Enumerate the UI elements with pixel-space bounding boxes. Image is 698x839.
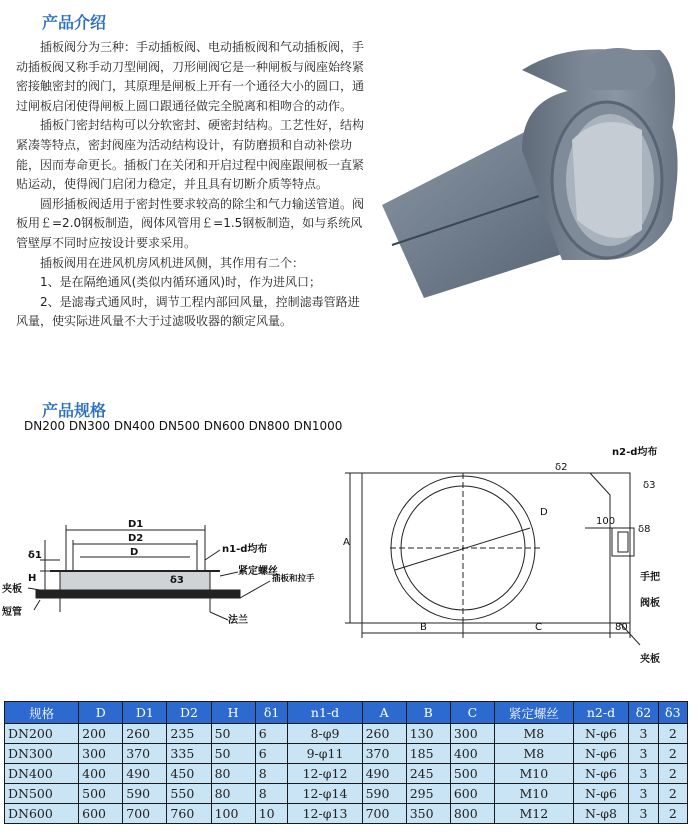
technical-drawing xyxy=(0,440,698,690)
table-header-cell: D xyxy=(79,702,123,724)
table-cell: 3 xyxy=(629,784,658,804)
label-80: 80 xyxy=(615,622,628,633)
size-list: DN200 DN300 DN400 DN500 DN600 DN800 DN1000 xyxy=(24,419,343,433)
table-header-cell: 规格 xyxy=(5,702,79,724)
label-d: D xyxy=(130,547,139,558)
label-d-circle: D xyxy=(540,507,548,518)
table-cell: DN600 xyxy=(5,804,79,824)
intro-paragraph: 圆形插板阀适用于密封性要求较高的除尘和气力输送管道。阀板用￡=2.0钢板制造，阀体风管用￡=1.5钢板制造，如与系统风管壁厚不同时应按设计要求采用。 xyxy=(16,196,365,250)
table-header-cell: B xyxy=(406,702,450,724)
table-cell: 295 xyxy=(406,784,450,804)
table-cell: 6 xyxy=(255,724,288,744)
label-100: 100 xyxy=(596,516,616,527)
label-n2d: n2-d均布 xyxy=(612,447,658,458)
intro-paragraph: 2、是滤毒式通风时，调节工程内部回风量，控制滤毒管路进风量，使实际进风量不大于过滤吸收器的额定风量。 xyxy=(16,294,360,329)
intro-paragraph: 插板阀分为三种：手动插板阀、电动插板阀和气动插板阀，手动插板阀又称手动刀型闸阀，刀形闸阀它是一种闸板与阀座始终紧密接触密封的阀门，其原理是闸板上开有一个通径大小的圆口，通过闸板启闭使得闸板上圆口跟通径做完全脱离和相吻合的动作。 xyxy=(16,40,365,113)
table-cell: 2 xyxy=(658,724,687,744)
table-cell: 50 xyxy=(211,724,255,744)
table-cell: 400 xyxy=(450,744,494,764)
table-cell: 350 xyxy=(406,804,450,824)
table-cell: 550 xyxy=(167,784,211,804)
table-header-cell: n1-d xyxy=(288,702,362,724)
label-jiaban2: 夹板 xyxy=(640,654,660,665)
table-cell: N-φ6 xyxy=(573,784,629,804)
label-delta8: δ8 xyxy=(638,524,651,535)
spec-heading: 产品规格 xyxy=(42,401,107,420)
label-b: B xyxy=(420,622,427,633)
table-cell: 700 xyxy=(362,804,406,824)
label-plate-handle: 插板和拉手 xyxy=(272,574,315,584)
table-cell: 3 xyxy=(629,804,658,824)
table-cell: 3 xyxy=(629,764,658,784)
label-duanguan: 短管 xyxy=(2,607,22,618)
table-header-cell: δ3 xyxy=(658,702,687,724)
table-cell: 600 xyxy=(450,784,494,804)
table-cell: 185 xyxy=(406,744,450,764)
label-delta1: δ1 xyxy=(28,550,42,561)
table-cell: 3 xyxy=(629,744,658,764)
intro-paragraph: 插板门密封结构可以分软密封、硬密封结构。工艺性好，结构紧凑等特点，密封阀座为活动结构设计，有防磨损和自动补偿功能，因而寿命更长。插板门在关闭和开启过程中阀座跟闸板一直紧贴运动，使得阀门启闭力稳定，并且具有切断介质等特点。 xyxy=(16,118,365,192)
table-row xyxy=(5,724,688,744)
table-cell: M8 xyxy=(494,724,573,744)
table-cell: 80 xyxy=(211,764,255,784)
table-header-cell: H xyxy=(211,702,255,724)
table-cell: 12-φ12 xyxy=(288,764,362,784)
label-shoubai: 手把 xyxy=(640,572,660,583)
table-cell: 500 xyxy=(450,764,494,784)
table-cell: DN400 xyxy=(5,764,79,784)
intro-paragraph: 1、是在隔绝通风(类似内循环通风)时，作为进风口； xyxy=(40,275,322,290)
table-cell: 200 xyxy=(79,724,123,744)
gate-valve-image xyxy=(372,30,698,305)
intro-paragraph: 插板阀用在进风机房风机进风侧，其作用有二个： xyxy=(40,255,305,270)
table-cell: M12 xyxy=(494,804,573,824)
table-cell: M10 xyxy=(494,764,573,784)
label-screw: 紧定螺丝 xyxy=(238,566,278,577)
table-cell: 50 xyxy=(211,744,255,764)
table-cell: 8-φ9 xyxy=(288,724,362,744)
table-cell: N-φ6 xyxy=(573,744,629,764)
table-cell: 450 xyxy=(167,764,211,784)
table-cell: DN200 xyxy=(5,724,79,744)
table-body xyxy=(5,724,688,824)
table-row xyxy=(5,804,688,824)
label-d1: D1 xyxy=(128,519,144,530)
table-header-cell: C xyxy=(450,702,494,724)
label-delta3: δ3 xyxy=(170,575,184,586)
label-falan: 法兰 xyxy=(228,615,248,626)
table-cell: 490 xyxy=(362,764,406,784)
table-cell: 8 xyxy=(255,764,288,784)
table-cell: 590 xyxy=(123,784,167,804)
table-cell: 370 xyxy=(123,744,167,764)
table-header-cell: D2 xyxy=(167,702,211,724)
table-header-cell: δ1 xyxy=(255,702,288,724)
table-cell: M10 xyxy=(494,784,573,804)
table-cell: 2 xyxy=(658,744,687,764)
label-faban: 阀板 xyxy=(640,598,660,609)
table-cell: 590 xyxy=(362,784,406,804)
table-cell: 8 xyxy=(255,784,288,804)
table-cell: 2 xyxy=(658,764,687,784)
table-cell: 2 xyxy=(658,784,687,804)
table-cell: DN300 xyxy=(5,744,79,764)
table-cell: 10 xyxy=(255,804,288,824)
table-cell: N-φ6 xyxy=(573,724,629,744)
table-cell: 335 xyxy=(167,744,211,764)
label-delta2: δ2 xyxy=(555,462,568,473)
table-cell: 400 xyxy=(79,764,123,784)
table-cell: 245 xyxy=(406,764,450,784)
table-cell: 300 xyxy=(79,744,123,764)
table-cell: 130 xyxy=(406,724,450,744)
table-cell: 6 xyxy=(255,744,288,764)
table-cell: 600 xyxy=(79,804,123,824)
table-header-cell: A xyxy=(362,702,406,724)
label-jiaban: 夹板 xyxy=(2,584,22,595)
table-cell: M8 xyxy=(494,744,573,764)
table-cell: 2 xyxy=(658,804,687,824)
table-row xyxy=(5,744,688,764)
table-cell: 12-φ13 xyxy=(288,804,362,824)
table-cell: 12-φ14 xyxy=(288,784,362,804)
table-cell: 500 xyxy=(79,784,123,804)
table-cell: 260 xyxy=(123,724,167,744)
table-header-cell: D1 xyxy=(123,702,167,724)
table-header-cell: 紧定螺丝 xyxy=(494,702,573,724)
table-row xyxy=(5,764,688,784)
table-row xyxy=(5,784,688,804)
table-cell: 370 xyxy=(362,744,406,764)
table-cell: 260 xyxy=(362,724,406,744)
table-cell: DN500 xyxy=(5,784,79,804)
table-cell: N-φ8 xyxy=(573,804,629,824)
table-cell: 700 xyxy=(123,804,167,824)
intro-text xyxy=(16,38,364,332)
table-cell: 760 xyxy=(167,804,211,824)
table-header-row xyxy=(5,702,688,724)
spec-table xyxy=(4,701,688,824)
table-cell: 9-φ11 xyxy=(288,744,362,764)
table-cell: 3 xyxy=(629,724,658,744)
table-header-cell: n2-d xyxy=(573,702,629,724)
label-a: A xyxy=(343,537,350,548)
table-cell: 80 xyxy=(211,784,255,804)
intro-heading: 产品介绍 xyxy=(42,13,107,32)
table-cell: 300 xyxy=(450,724,494,744)
table-header-cell: δ2 xyxy=(629,702,658,724)
label-n1d: n1-d均布 xyxy=(222,544,268,555)
table-cell: 490 xyxy=(123,764,167,784)
table-cell: N-φ6 xyxy=(573,764,629,784)
table-cell: 800 xyxy=(450,804,494,824)
label-c: C xyxy=(535,622,542,633)
table-cell: 235 xyxy=(167,724,211,744)
table-cell: 100 xyxy=(211,804,255,824)
label-d2: D2 xyxy=(128,533,144,544)
label-delta3-right: δ3 xyxy=(643,480,656,491)
label-h: H xyxy=(28,573,37,584)
